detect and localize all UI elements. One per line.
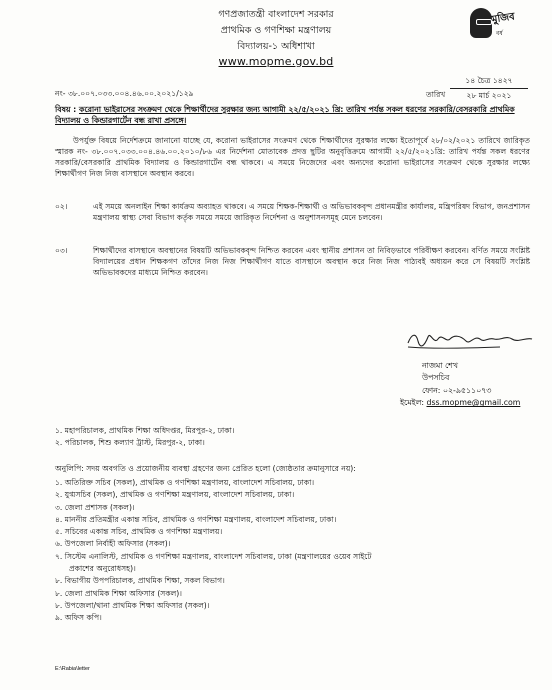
point-number: ০৩। [55,246,68,255]
signatory-designation: উপসচিব [422,373,450,383]
header-government: গণপ্রজাতন্ত্রী বাংলাদেশ সরকার [218,9,334,20]
date-block [450,75,528,102]
cc-list [55,477,525,625]
recipient-item: ১. মহাপরিচালক, প্রাথমিক শিক্ষা অধিদপ্তর, মিরপুর-২, ঢাকা। [55,426,235,435]
signatory-email [400,397,540,409]
subject-text: করোনা ভাইরাসের সংক্রমণ থেকে শিক্ষার্থীদের সুরক্ষার জন্য আগামী ২২/৫/২০২১ খ্রি: তারিখ পর্যন্ত সকল ধরণের সরকারি/বেসরকারি প্রাথমিক বিদ্যালয় ও কিন্ডারগার্টেন বন্ধ রাখা প্রসঙ্গে। [55,105,515,126]
cc-item: ১. অতিরিক্ত সচিব (সকল), প্রাথমিক ও গণশিক্ষা মন্ত্রণালয়, বাংলাদেশ সচিবালয়, ঢাকা। [55,478,315,487]
email-address[interactable]: dss.mopme@gmail.com [426,398,521,408]
cc-item: ৮. উপজেলা/থানা প্রাথমিক শিক্ষা অফিসার (সকল)। [55,600,210,610]
header-branch: বিদ্যালয়-১ অধিশাখা [237,41,315,52]
email-label: ইমেইল: [400,398,425,408]
handwritten-signature [402,327,537,353]
date-divider [450,88,528,89]
cc-item: ৯. অফিস কপি। [55,613,102,623]
header-ministry: প্রাথমিক ও গণশিক্ষা মন্ত্রণালয় [220,25,332,36]
cc-item: ৭. সিস্টেম এনালিস্ট, প্রাথমিক ও গণশিক্ষা মন্ত্রণালয়, বাংলাদেশ সচিবালয়, ঢাকা (মন্ত্রণালয়ের ওয়েব সাইটে [55,551,372,561]
file-path-footer: E:\Rabia\letter [55,666,90,672]
signatory-name: নাজমা শেখ [422,361,458,370]
point-2 [55,201,530,223]
cc-item: ৪. মাননীয় প্রতিমন্ত্রীর একান্ত সচিব, প্রাথমিক ও গণশিক্ষা মন্ত্রণালয়, বাংলাদেশ সচিবালয়, ঢাকা। [55,514,337,524]
cc-item: ৮. বিভাগীয় উপপরিচালক, প্রাথমিক শিক্ষা, সকল বিভাগ। [55,576,225,586]
recipients-list [55,425,525,450]
cc-title: অনুলিপি: সদয় অবগতি ও প্রয়োজনীয় ব্যবস্থা গ্রহণের জন্য প্রেরিত হলো (জ্যেষ্ঠতার ক্রমানুসারে নয়): [55,464,356,473]
memo-number: নং- ৩৮.০০৭.০৩৩.০০৪.৪৬.০০.২০২১/১২৯ [55,89,194,98]
header-website[interactable]: www.mopme.gov.bd [218,55,334,68]
date-bangla: ১৪ চৈত্র ১৪২৭ [465,76,513,85]
body-paragraph: উপর্যুক্ত বিষয়ে নির্দেশক্রমে জানানো যাচ্ছে যে, করোনা ভাইরাসের সংক্রমণ থেকে শিক্ষার্থীদের সুরক্ষার লক্ষ্যে ইতোপূর্বে ২৮/০২/২০২১ তারিখে জারিকৃত স্মারক নং- ৩৮.০০৭.০৩৩.০০৪.৪৬.০০.২০১০/৮৬ এর নির্দেশনা মোতাবেক প্রদত্ত ছুটির অনুবৃত্তিক্রমে আগামী ২২/৫/২০২১খ্রি: তারিখ পর্যন্ত সকল ধরণের সরকারি/বেসরকারি প্রাথমিক বিদ্যালয় ও কিন্ডারগার্টেন বন্ধ থাকবে। এ সময়ে নিজেদের এবং অন্যদের করোনা ভাইরাসের সংক্রমণ থেকে সুরক্ষার লক্ষ্যে শিক্ষার্থীগণ নিজ নিজ বাসস্থানে অবস্থান করবে। [55,136,530,178]
date-label: তারিখ [426,90,446,99]
signatory-phone: ফোন: ০২-৯৫১১০৭৩ [422,385,492,395]
point-text: শিক্ষার্থীদের বাসস্থানে অবস্থানের বিষয়টি অভিভাবকবৃন্দ নিশ্চিত করবেন এবং স্থানীয় প্রশাসন তা নিবিড়ভাবে পরিবীক্ষণ করবেন। বর্ণিত সময়ে সংশ্লিষ্ট বিদ্যালয়ের প্রধান শিক্ষকগণ তাঁদের নিজ নিজ শিক্ষার্থীগণ যাতে বাসস্থানে অবস্থান করে নিজ নিজ পাঠ্যবই অধ্যয়ন করে সে বিষয়টি সংশ্লিষ্ট অভিভাবকদের মাধ্যমে নিশ্চিত করবেন। [93,246,530,277]
cc-item: ৫. সচিবের একান্ত সচিব, প্রাথমিক ও গণশিক্ষা মন্ত্রণালয়। [55,527,223,537]
signature-block [400,360,540,410]
cc-item: ৩. জেলা প্রশাসক (সকল)। [55,502,135,512]
date-english: ২৮ মার্চ ২০২১ [466,90,512,100]
point-number: ০২। [55,202,68,211]
cc-item: ৮. জেলা প্রাথমিক শিক্ষা অফিসার (সকল)। [55,588,182,598]
logo-subtext: বর্ষ [496,30,503,37]
recipient-item: ২. পরিচালক, শিশু কল্যাণ ট্রাস্ট, মিরপুর-২, ঢাকা। [55,438,205,448]
point-text: এই সময়ে অনলাইন শিক্ষা কার্যক্রম অব্যাহত থাকবে। এ সময়ে শিক্ষক-শিক্ষার্থী ও অভিভাবকবৃন্দ প্রধানমন্ত্রীর কার্যালয়, মন্ত্রিপরিষদ বিভাগ, জনপ্রশাসন মন্ত্রণালয় স্বাস্থ্য সেবা বিভাগ কর্তৃক সময়ে সময়ে জারিকৃত নির্দেশনা ও অনুশাসনসমূহ মেনে চলবেন। [93,202,530,222]
subject-line [55,104,530,127]
cc-item-continued: প্রকাশের অনুরোধসহ)। [69,564,136,574]
point-3 [55,245,530,278]
subject-label: বিষয় : [55,105,77,114]
cc-item: ২. যুগ্মসচিব (সকল), প্রাথমিক ও গণশিক্ষা মন্ত্রণালয়, বাংলাদেশ সচিবালয়, ঢাকা। [55,490,295,500]
cc-item: ৬. উপজেলা নির্বাহী অফিসার (সকল)। [55,539,171,549]
logo-text: মুজিব [491,11,516,26]
